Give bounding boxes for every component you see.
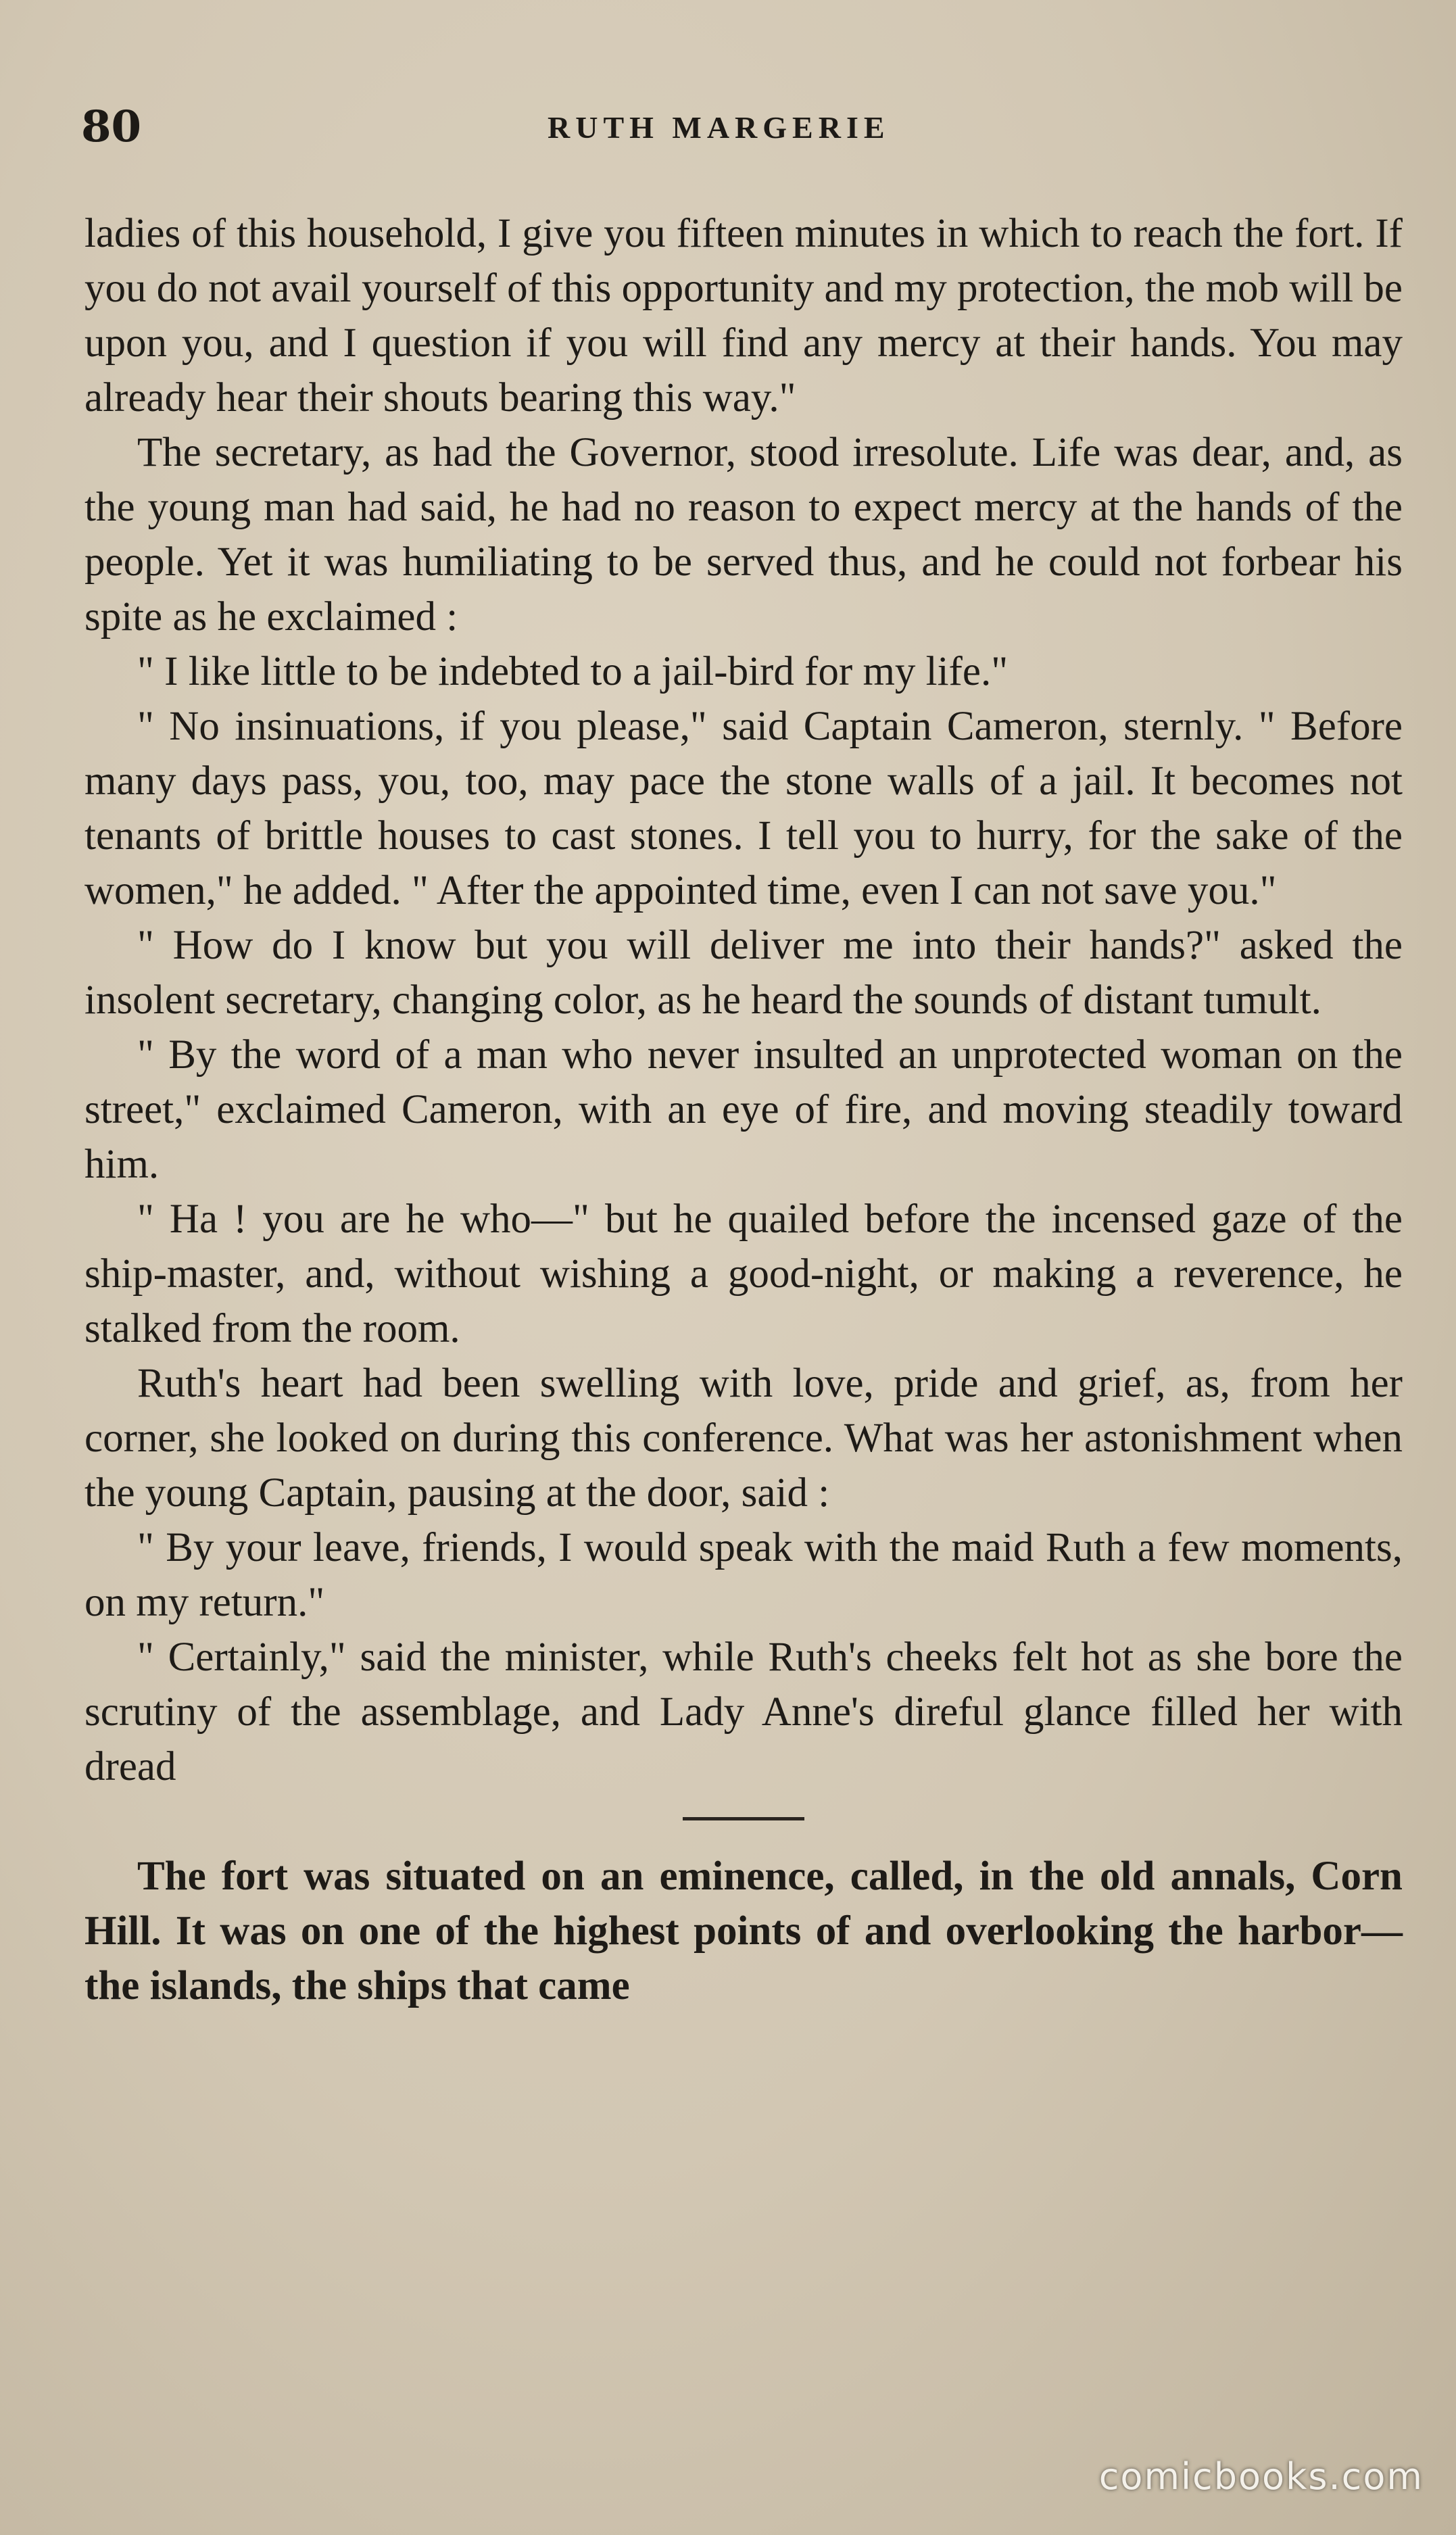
paragraph: " I like little to be indebted to a jail-bird for my life." <box>137 649 1009 694</box>
paragraph: The secretary, as had the Governor, stood irresolute. Life was dear, and, as the young man had said, he had no reason to expect mercy at the hands of the people. Yet it was humiliating to be served thus, and he could not forbear his spite as he exclaimed : <box>84 430 1403 639</box>
page-header <box>81 101 1399 162</box>
paragraph: The fort was situated on an eminence, called, in the old annals, Corn Hill. It was on one of the highest points of and overlooking the harbor—the islands, the ships that came <box>84 1854 1403 2008</box>
page-number: 80 <box>81 101 142 152</box>
paragraph: " How do I know but you will deliver me into their hands?" asked the insolent secretary, changing color, as he heard the sounds of distant tumult. <box>84 923 1403 1023</box>
paragraph: ladies of this household, I give you fifteen minutes in which to reach the fort. If you do not avail yourself of this opportunity and my protection, the mob will be upon you, and I question if you will find any mercy at their hands. You may already hear their shouts bearing this way." <box>84 211 1403 420</box>
running-head: RUTH MARGERIE <box>548 110 890 145</box>
paragraph: " Ha ! you are he who—" but he quailed before the incensed gaze of the ship-master, and, without wishing a good-night, or making a reverence, he stalked from the room. <box>84 1197 1403 1351</box>
section-divider <box>683 1817 804 1820</box>
paragraph: " By the word of a man who never insulted an unprotected woman on the street," exclaimed Cameron, with an eye of fire, and moving steadily toward him. <box>84 1032 1403 1187</box>
paragraph: " No insinuations, if you please," said Captain Cameron, sternly. " Before many days pass, you, too, may pace the stone walls of a jail. It becomes not tenants of brittle houses to cast stones. I tell you to hurry, for the sake of the women," he added. " After the appointed time, even I can not save you." <box>84 704 1403 913</box>
paragraph: " Certainly," said the minister, while Ruth's cheeks felt hot as she bore the scrutiny of the assemblage, and Lady Anne's direful glance filled her with dread <box>84 1635 1403 1789</box>
paragraph: Ruth's heart had been swelling with love, pride and grief, as, from her corner, she looked on during this conference. What was her astonishment when the young Captain, pausing at the door, said : <box>84 1361 1403 1516</box>
watermark: comicbooks.com <box>1098 2455 1424 2498</box>
paragraph: " By your leave, friends, I would speak with the maid Ruth a few moments, on my return." <box>84 1525 1403 1625</box>
body-text <box>84 206 1403 2013</box>
